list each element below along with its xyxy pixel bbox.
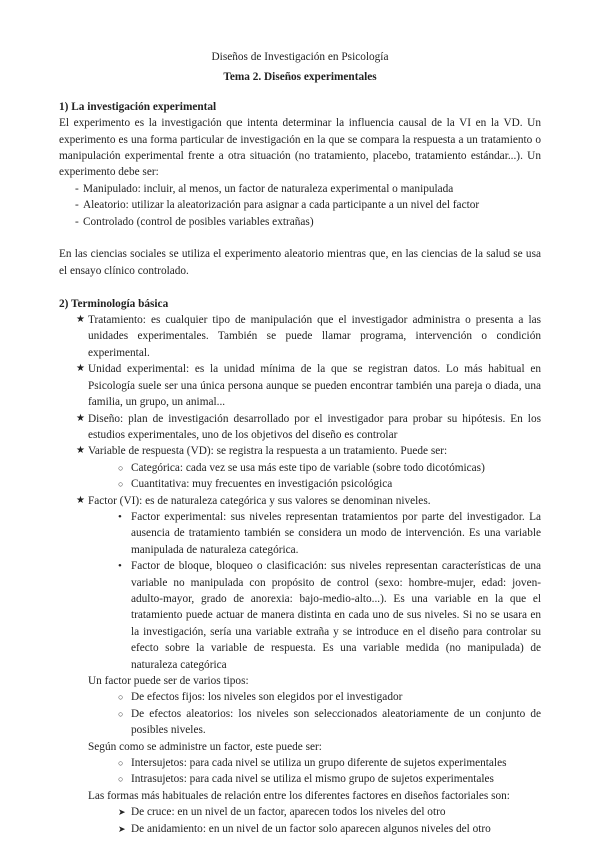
star-icon: ★ [76,412,85,424]
list-item: ➤ De cruce: en un nivel de un factor, aparecen todos los niveles del otro [59,804,541,820]
list-item: ★ Variable de respuesta (VD): se registra la respuesta a un tratamiento. Puede ser: [59,443,541,459]
list-item: • Factor experimental: sus niveles representan tratamientos por parte del investigador. La ausencia de tratamiento también se considera un modo de intervención. Es una variable manipulada de naturaleza categórica. [118,510,541,556]
star-icon: ★ [76,445,85,457]
list-item: - Aleatorio: utilizar la aleatorización para asignar a cada participante a un nivel del factor [59,197,541,213]
dash-icon: - [75,182,79,195]
arrow-icon: ➤ [118,807,126,818]
circle-icon: ○ [118,708,124,719]
list-item: ○ Intrasujetos: para cada nivel se utiliza el mismo grupo de sujetos experimentales [59,771,541,787]
list-item: ○ De efectos fijos: los niveles son elegidos por el investigador [59,689,541,705]
star-icon: ★ [76,363,85,375]
circle-icon: ○ [118,774,124,785]
section-1-closing: En las ciencias sociales se utiliza el experimento aleatorio mientras que, en las ciencias de la salud se usa el ensayo clínico controlado. [59,248,541,277]
list-item: ★ Tratamiento: es cualquier tipo de manipulación que el investigador administra o presenta a las unidades experimentales. También se puede llamar programa, intervención o condición experimental. [76,314,541,359]
circle-icon: ○ [118,692,124,703]
bullet-icon: • [118,560,122,573]
list-item: ○ De efectos aleatorios: los niveles son seleccionados aleatoriamente de un conjunto de posibles niveles. [118,707,541,737]
requirements-list [59,181,541,230]
effects-list [59,689,541,738]
circle-icon: ○ [118,758,124,769]
factor-list [59,493,541,509]
list-item: ★ Diseño: plan de investigación desarrollado por el investigador para probar su hipótesis. En los estudios experimentales, uno de los objetivos del diseño es controlar [76,412,541,441]
list-item: ★ Factor (VI): es de naturaleza categórica y sus valores se denominan niveles. [59,493,541,509]
list-item: ○ Cuantitativa: muy frecuentes en investigación psicológica [59,476,541,492]
administration-intro: Según como se administre un factor, este puede ser: [88,740,322,753]
star-icon: ★ [76,494,85,506]
section-1-intro: El experimento es la investigación que intenta determinar la influencia causal de la VI en la VD. Un experimento es una forma particular de investigación en la que se compara la respuesta a un tratamiento o manipulación experimental frente a otra situación (no tratamiento, placebo, tratamiento estándar...). Un experimento debe ser: [59,117,541,179]
vd-types-list [59,460,541,493]
relation-intro: Las formas más habituales de relación entre los diferentes factores en diseños factoriales son: [88,789,510,802]
terminology-list [59,312,541,460]
section-2-heading: 2) Terminología básica [59,297,169,310]
bullet-icon: • [118,510,122,523]
course-title: Diseños de Investigación en Psicología [211,51,389,63]
factor-kinds-intro: Un factor puede ser de varios tipos: [88,675,249,687]
list-item: • Factor de bloque, bloqueo o clasificación: sus niveles representan características de una variable no manipulada con propósito de control (sexo: hombre-mujer, edad: joven-adulto-mayor, grado de anorexia: bajo-medio-alto...). Es una variable en la que el tratamiento puede actuar de manera distinta en cada uno de sus niveles. Si no se usara en la investigación, sería una variable extraña y se introduce en el diseño para controlar su efecto sobre la variable de respuesta. Es una variable medida (no manipulada) de naturaleza categórica [118,560,541,671]
dash-icon: - [75,199,79,212]
circle-icon: ○ [118,462,124,473]
document-page [59,49,541,837]
relation-list [59,804,541,837]
list-item: ○ Categórica: cada vez se usa más este tipo de variable (sobre todo dicotómicas) [59,460,541,476]
dash-icon: - [75,215,79,228]
list-item: - Controlado (control de posibles variables extrañas) [59,214,541,230]
arrow-icon: ➤ [118,823,126,834]
section-1-heading: 1) La investigación experimental [59,100,217,113]
circle-icon: ○ [118,479,124,490]
list-item: - Manipulado: incluir, al menos, un factor de naturaleza experimental o manipulada [59,181,541,197]
star-icon: ★ [76,314,85,326]
topic-title: Tema 2. Diseños experimentales [223,71,377,84]
administration-list [59,755,541,788]
list-item: ○ Intersujetos: para cada nivel se utiliza un grupo diferente de sujetos experimentales [59,755,541,771]
list-item: ➤ De anidamiento: en un nivel de un factor solo aparecen algunos niveles del otro [59,821,541,837]
factor-types-list [59,509,541,673]
list-item: ★ Unidad experimental: es la unidad mínima de la que se registran datos. Lo más habitual en Psicología suele ser una única persona aunque se pueden encontrar también una pareja o diada, una familia, un grupo, un animal... [76,363,541,409]
